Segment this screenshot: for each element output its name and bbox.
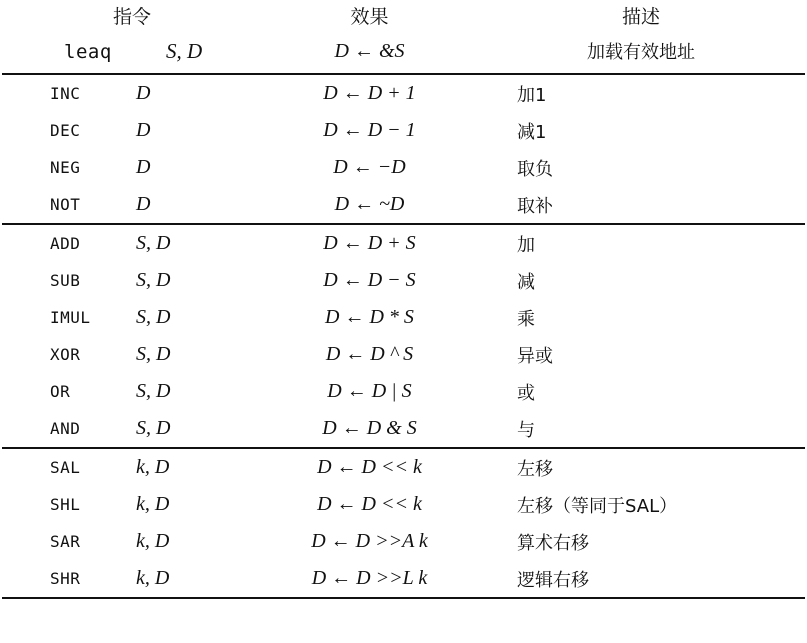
- cell-description: [477, 224, 805, 262]
- cell-description: [477, 448, 805, 486]
- table-row: [2, 74, 805, 112]
- cell-instruction: [2, 186, 262, 224]
- column-header-description: 描述: [621, 6, 660, 28]
- table-row: [2, 186, 805, 224]
- table-row: [2, 149, 805, 186]
- instruction-mnemonic: SAL: [50, 458, 81, 477]
- instruction-operands: S, D: [136, 306, 171, 328]
- cell-description: [477, 149, 805, 186]
- cell-description: [477, 523, 805, 560]
- instruction-mnemonic: OR: [50, 382, 71, 401]
- instruction-operands: S, D: [136, 380, 171, 402]
- effect-expression: D ← D + S: [323, 232, 416, 254]
- table-row: [2, 29, 805, 74]
- cell-instruction: [2, 486, 262, 523]
- cell-instruction: [2, 224, 262, 262]
- effect-expression: D ← D >>L k: [311, 567, 428, 589]
- effect-expression: D ← D − S: [323, 269, 416, 291]
- table-row: [2, 373, 805, 410]
- effect-expression: D ← D | S: [327, 380, 412, 402]
- cell-description: [477, 29, 805, 74]
- table-row: [2, 112, 805, 149]
- cell-effect: [262, 560, 477, 598]
- cell-description: [477, 486, 805, 523]
- cell-instruction: [2, 410, 262, 448]
- cell-effect: [262, 29, 477, 74]
- table-row: [2, 336, 805, 373]
- cell-instruction: [2, 560, 262, 598]
- cell-effect: [262, 186, 477, 224]
- instruction-operands: S, D: [136, 417, 171, 439]
- effect-expression: D ← D * S: [325, 306, 414, 328]
- table-row: [2, 486, 805, 523]
- cell-effect: [262, 262, 477, 299]
- cell-effect: [262, 299, 477, 336]
- cell-effect: [262, 74, 477, 112]
- instruction-operands: k, D: [136, 530, 170, 552]
- column-header-effect: 效果: [350, 6, 389, 28]
- description-text: 加: [517, 234, 535, 256]
- description-text: 异或: [517, 345, 553, 367]
- cell-description: [477, 373, 805, 410]
- instruction-operands: S, D: [136, 232, 171, 254]
- instruction-mnemonic: leaq: [64, 40, 112, 63]
- description-text: 减1: [517, 121, 547, 143]
- instruction-mnemonic: NOT: [50, 195, 81, 214]
- description-text: 左移（等同于SAL）: [517, 495, 678, 517]
- table-row: [2, 410, 805, 448]
- instruction-table-page: [0, 2, 807, 643]
- table-header: [2, 2, 805, 29]
- cell-effect: [262, 112, 477, 149]
- cell-instruction: [2, 336, 262, 373]
- table-row: [2, 299, 805, 336]
- instruction-operands: k, D: [136, 493, 170, 515]
- cell-description: [477, 336, 805, 373]
- cell-instruction: [2, 262, 262, 299]
- description-text: 逻辑右移: [517, 569, 589, 591]
- instruction-mnemonic: ADD: [50, 234, 81, 253]
- description-text: 左移: [517, 458, 553, 480]
- effect-expression: D ← D − 1: [323, 119, 416, 141]
- cell-description: [477, 186, 805, 224]
- column-header-instruction: 指令: [112, 6, 151, 28]
- effect-expression: D ← D << k: [317, 493, 422, 515]
- instruction-operands: k, D: [136, 456, 170, 478]
- cell-instruction: [2, 149, 262, 186]
- instruction-operands: D: [136, 119, 151, 141]
- cell-instruction: [2, 523, 262, 560]
- cell-description: [477, 74, 805, 112]
- description-text: 加1: [517, 84, 547, 106]
- table-row: [2, 262, 805, 299]
- instruction-mnemonic: SUB: [50, 271, 81, 290]
- instruction-mnemonic: NEG: [50, 158, 81, 177]
- effect-expression: D ← &S: [334, 39, 405, 62]
- description-text: 减: [517, 271, 535, 293]
- instruction-operands: D: [136, 193, 151, 215]
- instruction-table: [2, 2, 805, 599]
- description-text: 算术右移: [517, 532, 589, 554]
- effect-expression: D ← D + 1: [323, 82, 416, 104]
- instruction-operands: k, D: [136, 567, 170, 589]
- cell-effect: [262, 336, 477, 373]
- description-text: 与: [517, 419, 535, 441]
- cell-description: [477, 112, 805, 149]
- cell-effect: [262, 224, 477, 262]
- description-text: 乘: [517, 308, 535, 330]
- instruction-mnemonic: DEC: [50, 121, 81, 140]
- effect-expression: D ← ~D: [334, 193, 405, 215]
- cell-instruction: [2, 112, 262, 149]
- instruction-operands: D: [136, 82, 151, 104]
- table-body: [2, 29, 805, 598]
- table-row: [2, 448, 805, 486]
- description-text: 取补: [517, 195, 553, 217]
- cell-effect: [262, 410, 477, 448]
- instruction-operands: S, D: [136, 269, 171, 291]
- cell-effect: [262, 149, 477, 186]
- description-text: 取负: [517, 158, 553, 180]
- effect-expression: D ← −D: [333, 156, 406, 178]
- instruction-mnemonic: SHR: [50, 569, 81, 588]
- cell-description: [477, 560, 805, 598]
- instruction-operands: D: [136, 156, 151, 178]
- instruction-operands: S, D: [166, 38, 203, 63]
- cell-description: [477, 262, 805, 299]
- instruction-mnemonic: INC: [50, 84, 81, 103]
- description-text: 或: [517, 382, 535, 404]
- cell-effect: [262, 448, 477, 486]
- instruction-mnemonic: SAR: [50, 532, 81, 551]
- effect-expression: D ← D << k: [317, 456, 422, 478]
- instruction-mnemonic: AND: [50, 419, 81, 438]
- table-row: [2, 523, 805, 560]
- cell-instruction: [2, 373, 262, 410]
- instruction-operands: S, D: [136, 343, 171, 365]
- effect-expression: D ← D & S: [322, 417, 417, 439]
- table-row: [2, 560, 805, 598]
- cell-instruction: [2, 299, 262, 336]
- instruction-mnemonic: SHL: [50, 495, 81, 514]
- cell-effect: [262, 373, 477, 410]
- cell-effect: [262, 523, 477, 560]
- cell-instruction: [2, 29, 262, 74]
- cell-description: [477, 410, 805, 448]
- instruction-mnemonic: IMUL: [50, 308, 91, 327]
- effect-expression: D ← D ^ S: [325, 343, 414, 365]
- table-row: [2, 224, 805, 262]
- cell-instruction: [2, 448, 262, 486]
- instruction-mnemonic: XOR: [50, 345, 81, 364]
- description-text: 加载有效地址: [587, 42, 695, 63]
- cell-instruction: [2, 74, 262, 112]
- effect-expression: D ← D >>A k: [311, 530, 428, 552]
- cell-effect: [262, 486, 477, 523]
- cell-description: [477, 299, 805, 336]
